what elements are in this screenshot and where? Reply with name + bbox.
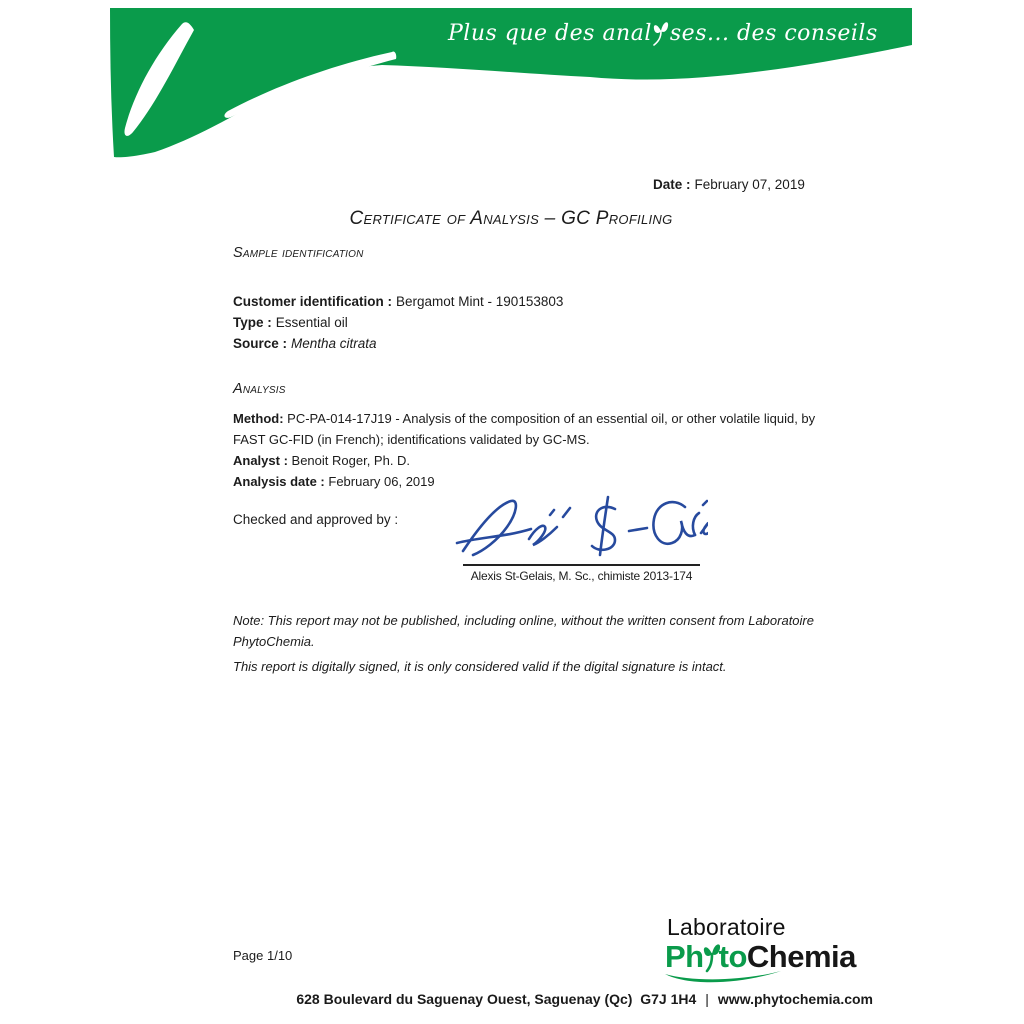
date-line — [653, 177, 805, 192]
document-title: Certificate of Analysis – GC Profiling — [349, 208, 673, 229]
logo-swoosh-icon — [663, 970, 783, 986]
footer-website: www.phytochemia.com — [717, 991, 873, 1007]
field-value: Mentha citrata — [291, 336, 377, 351]
logo-text-to: to — [718, 939, 747, 974]
field-row-type — [233, 312, 563, 333]
tagline-part1: Plus que des anal — [448, 21, 652, 46]
analysis-details — [233, 408, 825, 492]
analyst-label: Analyst : — [233, 453, 288, 468]
logo-phytochemia — [665, 941, 856, 973]
checked-approved-label: Checked and approved by : — [233, 512, 399, 527]
footer-address: 628 Boulevard du Saguenay Ouest, Saguenay (Qc) G7J 1H4 — [296, 991, 697, 1007]
field-value: Bergamot Mint - 190153803 — [396, 294, 564, 309]
section-heading-analysis: Analysis — [233, 381, 286, 397]
section-heading-sample-identification: Sample identification — [233, 245, 364, 261]
analysis-date-label: Analysis date : — [233, 474, 325, 489]
signer-name: Alexis St-Gelais, M. Sc., chimiste 2013-174 — [470, 569, 693, 583]
signature-line — [463, 564, 700, 566]
analysis-date-line — [233, 471, 825, 492]
phytochemia-logo — [665, 916, 856, 973]
analyst-value: Benoit Roger, Ph. D. — [291, 453, 411, 468]
logo-laboratoire: Laboratoire — [667, 914, 786, 940]
analyst-line — [233, 450, 825, 471]
date-label: Date : — [653, 177, 691, 192]
footer-separator: | — [705, 991, 709, 1007]
note-paragraph-1: Note: This report may not be published, including online, without the written consent from Laboratoire PhytoChemia. — [233, 613, 814, 649]
method-line — [233, 408, 825, 450]
method-value: PC-PA-014-17J19 - Analysis of the composition of an essential oil, or other volatile liquid, by FAST GC-FID (in French); identifications validated by GC-MS. — [233, 411, 816, 447]
analysis-date-value: February 06, 2019 — [328, 474, 435, 489]
field-value: Essential oil — [275, 315, 348, 330]
sample-identification-fields — [233, 291, 563, 354]
logo-leaf-y-icon — [703, 941, 720, 973]
method-label: Method: — [233, 411, 284, 426]
date-value: February 07, 2019 — [694, 177, 805, 192]
header-tagline — [448, 20, 878, 46]
page-indicator: Page 1/10 — [233, 948, 293, 963]
signature-image — [453, 493, 708, 561]
field-row-customer-identification — [233, 291, 563, 312]
logo-text-ph: Ph — [665, 939, 704, 974]
notes-block — [233, 610, 818, 677]
field-label: Customer identification : — [233, 294, 393, 309]
field-label: Type : — [233, 315, 272, 330]
field-row-source — [233, 333, 563, 354]
field-label: Source : — [233, 336, 288, 351]
note-paragraph-2: This report is digitally signed, it is only considered valid if the digital signature is intact. — [233, 659, 727, 674]
tagline-leaf-icon — [653, 20, 669, 46]
tagline-part2: ses... des conseils — [669, 21, 878, 46]
logo-text-chemia: Chemia — [746, 939, 856, 974]
footer-address-line — [296, 991, 873, 1007]
